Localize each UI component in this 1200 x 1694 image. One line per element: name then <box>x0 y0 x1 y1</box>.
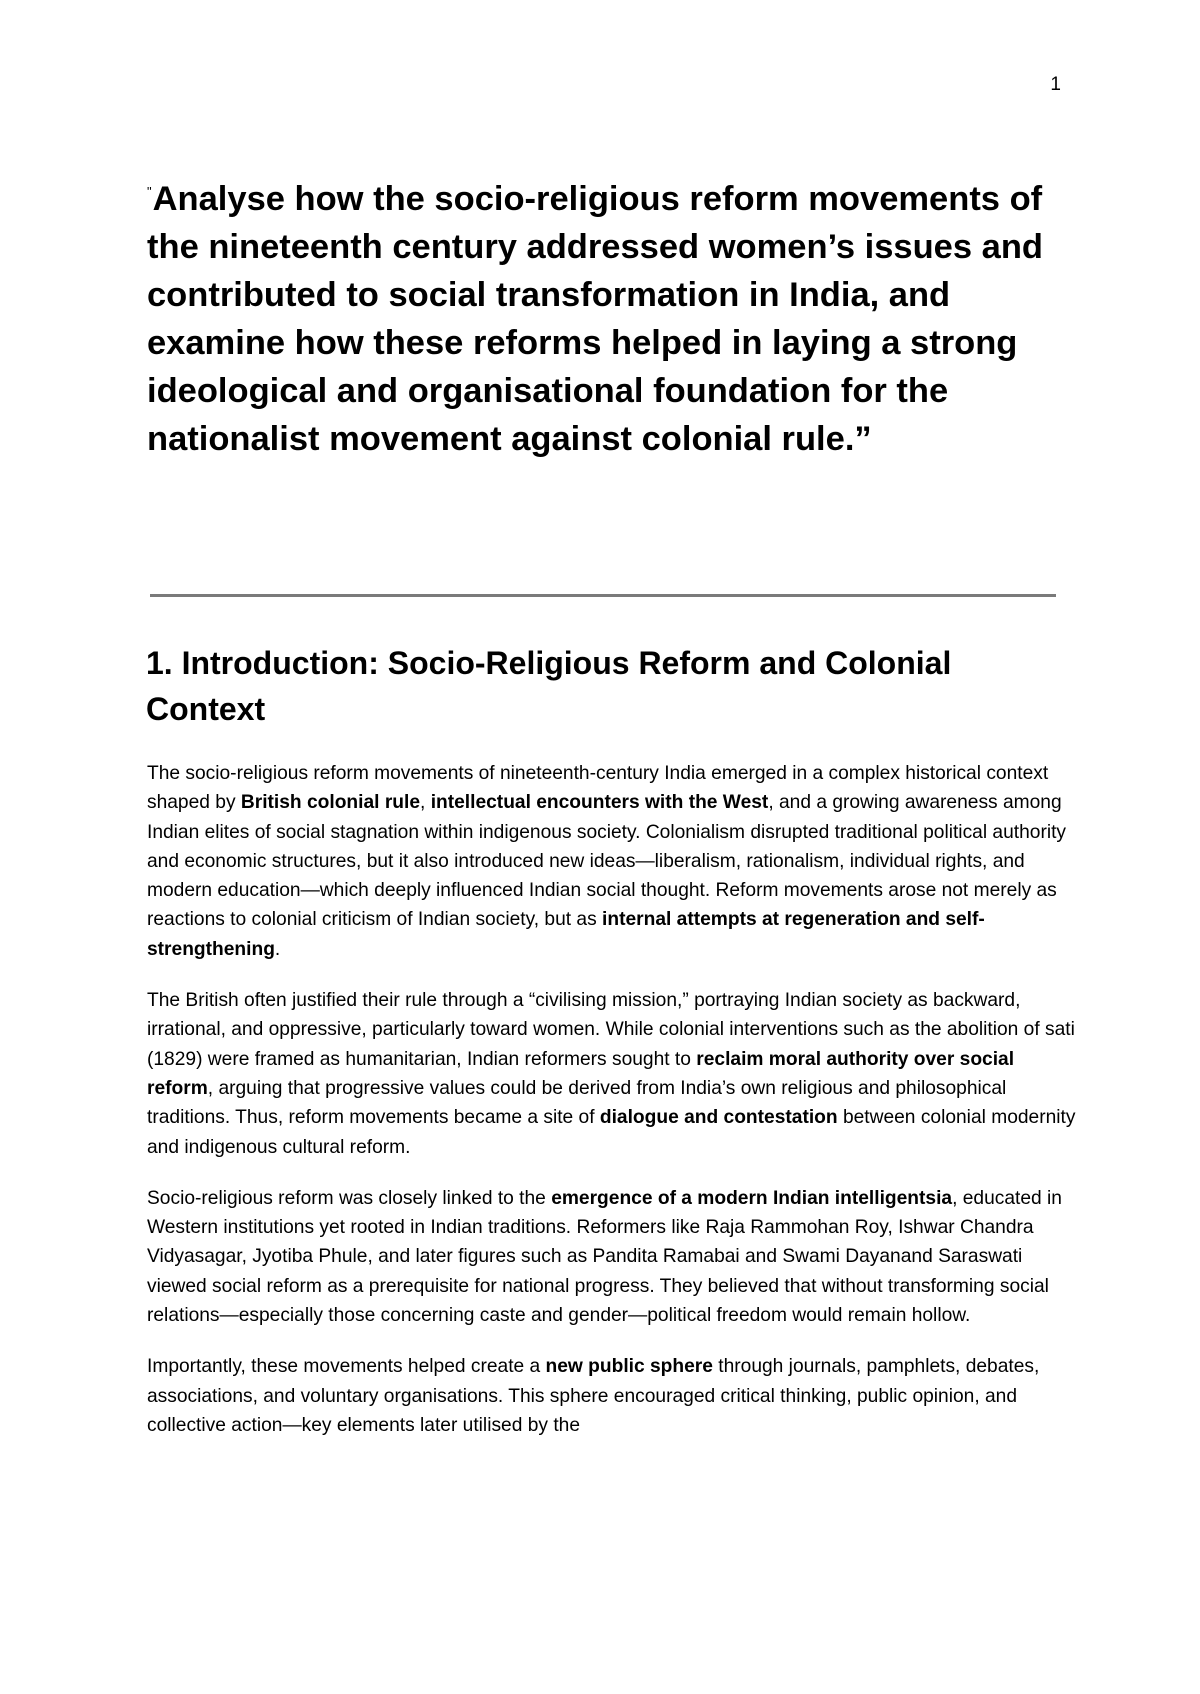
paragraph-text: , <box>420 792 431 814</box>
paragraph-text: between colonial modernity and indigenous cultural reform. <box>147 1107 1076 1158</box>
paragraph-text: . <box>274 938 281 960</box>
paragraph-text: Importantly, these movements helped create a <box>147 1356 546 1378</box>
bold-phrase: intellectual encounters with the West <box>430 792 769 814</box>
paragraph-text: The British often justified their rule through a “civilising mission,” portraying Indian society as backward, irrational, and oppressive, particularly toward women. While colonial interventions such as the abolition of sati (1829) were framed as humanitarian, Indian reformers sought to <box>147 990 1075 1070</box>
paragraph-2 <box>147 986 1077 1162</box>
paragraph-4 <box>147 1352 1077 1440</box>
title-open-quote: " <box>147 184 152 199</box>
body-text <box>147 759 1077 1462</box>
bold-phrase: emergence of a modern Indian intelligentsia <box>551 1187 953 1209</box>
paragraph-text: , and a growing awareness among Indian elites of social stagnation within indigenous society. Colonialism disrupted traditional political authority and economic structures, but it also introduced new ideas—liberalism, rationalism, individual rights, and modern education—which deeply influenced Indian social thought. Reform movements arose not merely as reactions to colonial criticism of Indian society, but as <box>147 792 1067 931</box>
paragraph-text: , educated in Western institutions yet rooted in Indian traditions. Reformers like Raja Rammohan Roy, Ishwar Chandra Vidyasagar, Jyotiba Phule, and later figures such as Pandita Ramabai and Swami Dayanand Saraswati viewed social reform as a prerequisite for national progress. They believed that without transforming social relations—especially those concerning caste and gender—political freedom would remain hollow. <box>147 1187 1062 1327</box>
paragraph-text: , arguing that progressive values could be derived from India’s own religious and philosophical traditions. Thus, reform movements became a site of <box>147 1077 1007 1129</box>
paragraph-1 <box>147 759 1077 964</box>
horizontal-rule <box>150 594 1056 597</box>
paragraph-3 <box>147 1184 1077 1330</box>
bold-phrase: new public sphere <box>545 1356 713 1378</box>
bold-phrase: reclaim moral authority over social reform <box>147 1048 1015 1099</box>
document-title <box>147 168 1067 463</box>
paragraph-text: The socio-religious reform movements of nineteenth-century India emerged in a complex historical context shaped by <box>147 763 1049 814</box>
bold-phrase: dialogue and contestation <box>599 1107 838 1129</box>
title-text: Analyse how the socio-religious reform movements of the nineteenth century addressed women’s issues and contributed to social transformation in India, and examine how these reforms helped in laying a strong ideological and organisational foundation for the nationalist movement against colonial rule.” <box>147 180 1043 458</box>
bold-phrase: internal attempts at regeneration and self-strengthening <box>147 909 985 960</box>
bold-phrase: British colonial rule <box>240 792 421 814</box>
paragraph-text: through journals, pamphlets, debates, associations, and voluntary organisations. This sphere encouraged critical thinking, public opinion, and collective action—key elements later utilised by the <box>147 1356 1040 1436</box>
page-number: 1 <box>1050 74 1061 95</box>
section-heading: 1. Introduction: Socio-Religious Reform and Colonial Context <box>146 645 952 727</box>
paragraph-text: Socio-religious reform was closely linked to the <box>147 1187 552 1209</box>
